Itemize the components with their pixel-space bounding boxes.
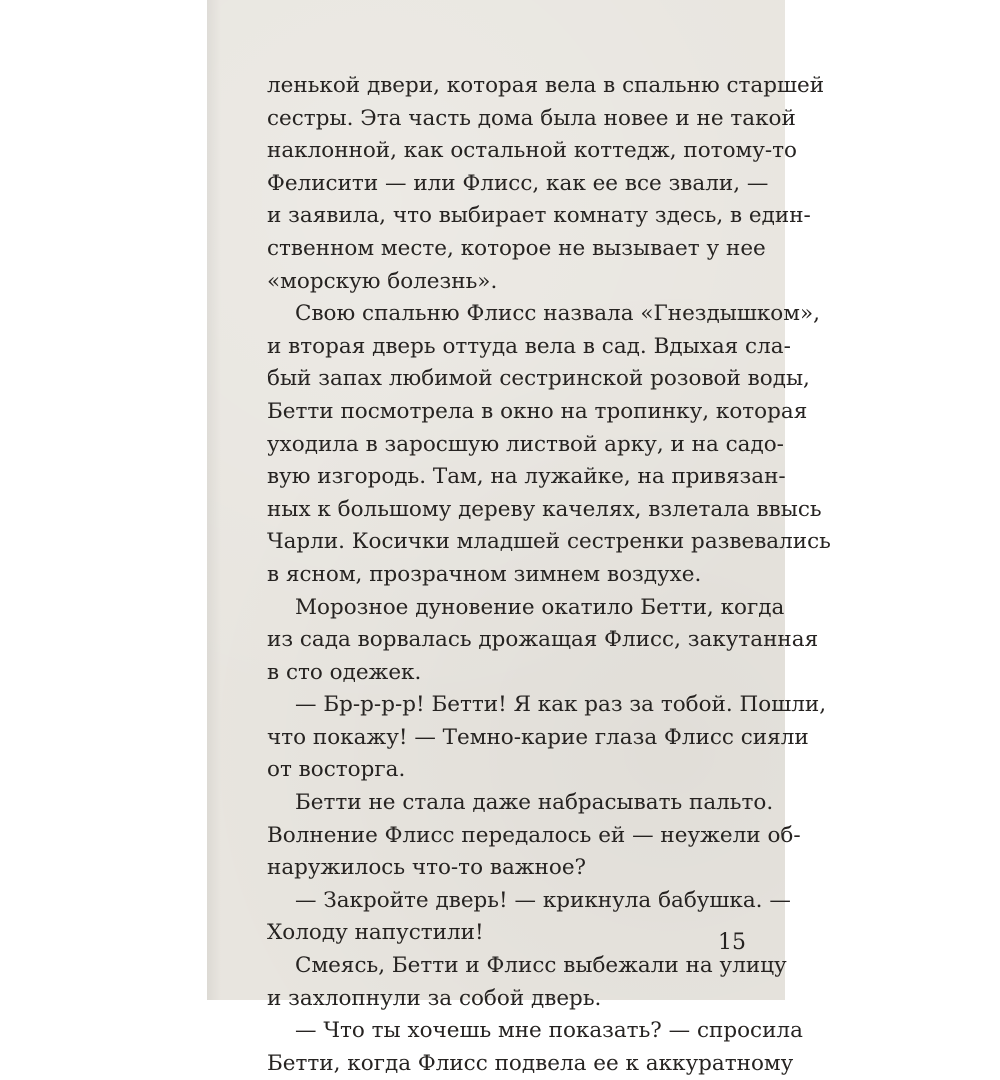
text-line: Свою спальню Флисс назвала «Гнездышком», [295, 301, 820, 327]
text-line: в сто одежек. [267, 659, 422, 685]
text-line: Чарли. Косички младшей сестренки развевались [267, 529, 831, 555]
text-line: ственном месте, которое не вызывает у нее [267, 235, 766, 261]
text-line: и заявила, что выбирает комнату здесь, в един- [267, 203, 811, 229]
text-line: Фелисити — или Флисс, как ее все звали, — [267, 170, 769, 196]
text-line: бый запах любимой сестринской розовой воды, [267, 366, 810, 392]
text-line: Холоду напустили! [267, 920, 484, 946]
text-line: ленькой двери, которая вела в спальню старшей [267, 73, 825, 98]
text-line: Смеясь, Бетти и Флисс выбежали на улицу [295, 953, 787, 979]
text-line: наклонной, как остальной коттедж, потому-то [267, 138, 797, 164]
text-line: Бетти не стала даже набрасывать пальто. [295, 790, 774, 816]
text-line: Морозное дуновение окатило Бетти, когда [295, 594, 785, 620]
text-line: вую изгородь. Там, на лужайке, на привязан- [267, 464, 786, 490]
text-line: и вторая дверь оттуда вела в сад. Вдыхая сла- [267, 333, 791, 359]
text-line: Волнение Флисс передалось ей — неужели об- [267, 822, 801, 848]
text-line: в ясном, прозрачном зимнем воздухе. [267, 561, 702, 587]
page-number: 15 [718, 930, 746, 955]
text-line: ных к большому дереву качелях, взлетала ввысь [267, 496, 822, 522]
text-line: — Закройте дверь! — крикнула бабушка. — [295, 887, 791, 913]
text-line: — Бр-р-р-р! Бетти! Я как раз за тобой. Пошли, [295, 692, 827, 718]
text-line: из сада ворвалась дрожащая Флисс, закутанная [267, 627, 819, 653]
text-line: что покажу! — Темно-карие глаза Флисс сияли [267, 724, 809, 750]
text-line: Бетти, когда Флисс подвела ее к аккуратному [267, 1050, 794, 1076]
book-page [207, 0, 831, 1076]
text-line: от восторга. [267, 757, 406, 783]
text-line: Бетти посмотрела в окно на тропинку, которая [267, 398, 808, 424]
text-line: уходила в заросшую листвой арку, и на садо- [267, 431, 784, 457]
text-line: наружилось что-то важное? [267, 855, 587, 881]
text-line: сестры. Эта часть дома была новее и не такой [267, 105, 796, 131]
text-line: и захлопнули за собой дверь. [267, 985, 602, 1011]
text-line: «морскую болезнь». [267, 268, 498, 294]
text-line: — Что ты хочешь мне показать? — спросила [295, 1018, 803, 1044]
